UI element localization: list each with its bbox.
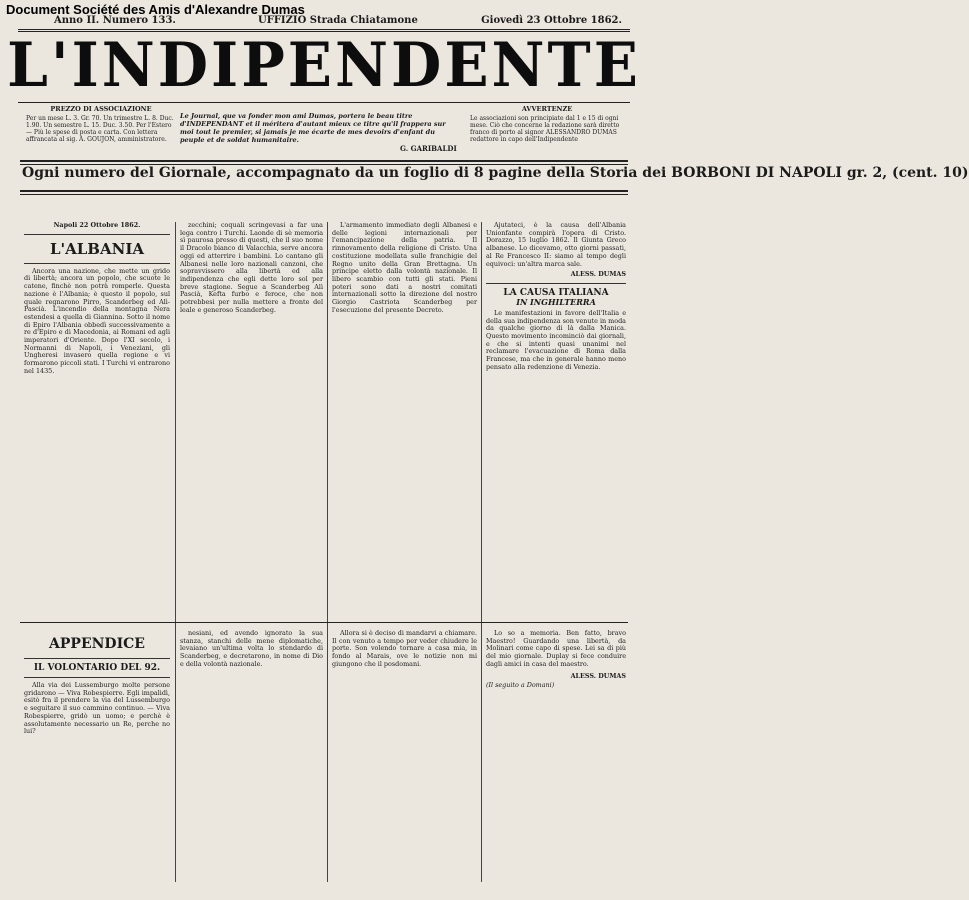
column-1 bbox=[24, 222, 170, 617]
garibaldi-motto: Le Journal, que va fonder mon ami Dumas, portera le beau titre d'INDEPENDANT et il méritera d'autant mieux ce titre qu'il frappera sur moi tout le premier, si jamais je me écarte de mes devoirs d'enfant du peuple et de soldat humanitaire. bbox=[180, 112, 446, 144]
appendix-subheading: IL VOLONTARIO DEL 92. bbox=[33, 663, 161, 673]
issue-date: Giovedì 23 Ottobre 1862. bbox=[481, 15, 622, 26]
article-heading-causa-italiana: LA CAUSA ITALIANA bbox=[503, 287, 609, 298]
column-divider bbox=[327, 222, 328, 882]
article-text: L'armamento immediato degli Albanesi e delle legioni internazionali per l'emancipazione della patria. Il rinnovamento della religione di Cristo. Una costituzione modellata sulle franchigie del Regno unito della Gran Brettagna. Un principe eletto dalla volontà nazionale. Il libero scambio con tutti gli stati. Pieni poteri sono dati a nostri comitati internazionali sotto la direzione del nostro Giorgio Castriota Scanderbeg per l'esecuzione del presente Decreto. bbox=[332, 221, 477, 314]
subscription-title: PREZZO DI ASSOCIAZIONE bbox=[50, 105, 152, 113]
column-3 bbox=[332, 222, 477, 617]
article-subheading: IN INGHILTERRA bbox=[516, 296, 596, 307]
divider bbox=[18, 102, 630, 103]
divider bbox=[24, 677, 170, 678]
issue-number: Anno II. Numero 133. bbox=[54, 15, 176, 26]
office-address: UFFIZIO Strada Chiatamone bbox=[258, 15, 418, 26]
dateline: Napoli 22 Ottobre 1862. bbox=[53, 221, 141, 229]
column-4 bbox=[486, 222, 626, 617]
divider bbox=[24, 263, 170, 264]
divider bbox=[486, 283, 626, 284]
divider bbox=[24, 658, 170, 659]
appendix-text: Allora si è deciso di mandarvi a chiamare. Il con venuto a tempo per veder chiudere le porte. Son volendo tornare a casa mia, in fondo al Marais, ove le notizie non mi giungono che il posdomani. bbox=[332, 629, 477, 668]
appendix-text: Lo so a memoria. Ben fatto, bravo Maestro! Guardando una libertà, da Molinari come capo di spese. Lei sa di più del mio giornale. Duplay si fece conduire dagli amici in casa del maestro. bbox=[486, 629, 626, 668]
notice-box bbox=[470, 106, 624, 162]
appendix-column bbox=[24, 630, 170, 885]
column-2 bbox=[180, 222, 323, 617]
signature: ALESS. DUMAS bbox=[570, 671, 626, 680]
subscription-text: Per un mese L. 3. Gr. 70. Un trimestre L. 8. Duc. 1.90. Un semestre L. 15. Duc. 3.50. Per l'Estero — Più le spese di posta e carta. Con lettera affrancata al sig. A. GOUJON, amministratore. bbox=[26, 115, 174, 143]
appendix-text: nesiani, ed avendo ignorato la sua stanza, stanchi delle mene diplomatiche, levaiano un'ultima volta lo stendardo di Scanderbeg, e decretarono, in nome di Dio e della volontà nazionale. bbox=[180, 629, 323, 668]
header-bar bbox=[20, 190, 628, 195]
appendix-text: Alla via dei Lussemburgo molte persone gridarono — Viva Robespierre. Egli impalidì, esitò fra il prendere la via del Lussemburgo e seguitare il suo cammino continuo. — Viva Robespierre, gridò un uomo; e perchè è assolutamente necessario un Re, perche no lui? bbox=[24, 681, 170, 736]
lower-column-4 bbox=[486, 630, 626, 885]
column-divider bbox=[481, 222, 482, 882]
article-text: Le manifestazioni in favore dell'Italia e della sua indipendenza son venute in moda da qualche giorno di là dalla Manica. Questo movimento incominciò dai giornali, e che si intenti quasi unanimi nel reclamare l'evacuazione di Roma dalla Francese, ma che in generale hanno meno pensato alla redenzione di Venezia. bbox=[486, 308, 626, 371]
continuation-note: (Il seguito a Domani) bbox=[486, 681, 555, 690]
signature: ALESS. DUMAS bbox=[570, 270, 626, 279]
subscription-box bbox=[26, 106, 176, 162]
article-heading-albania: L'ALBANIA bbox=[49, 239, 144, 258]
subscription-banner: Ogni numero del Giornale, accompagnato da un foglio di 8 pagine della Storia dei BORBONI DI NAPOLI gr. 2, (cent. 10) bbox=[22, 165, 969, 181]
article-text: Ancora una nazione, che mette un grido di libertà; ancora un popolo, che scuote le catene, finchè non potrà romperle. Questa nazione è l'Albania; è questo il popolo, sul quale regnarono Pirro, Scanderbeg ed Alì-Pascià. L'incendio della montagna Nera estendesi a quella di Giannina. Sotto il nome di Epiro l'Albania obbedì successivamente a re d'Epiro e di Macedonia, ai Romani ed agli imperatori d'Oriente. Dopo l'XI secolo, i Normanni di Napoli, i Veneziani, gli Ungheresi invasero quella regione e vi formarono piccoli stati. I Turchi vi entrarono nel 1435. bbox=[24, 266, 170, 375]
watermark-text: Document Société des Amis d'Alexandre Dumas bbox=[6, 2, 305, 17]
appendix-heading: APPENDICE bbox=[49, 636, 145, 652]
divider bbox=[24, 234, 170, 235]
lower-column-2 bbox=[180, 630, 323, 885]
column-divider bbox=[175, 222, 176, 882]
lower-column-3 bbox=[332, 630, 477, 885]
masthead-title: L'INDIPENDENTE bbox=[7, 29, 641, 101]
article-text: Ajutateci, è la causa dell'Albania Unionfante compirà l'opera di Cristo. Dorazzo, 15 luglio 1862. Il Giunta Greco albanese. Lo dicevamo, otto giorni passati, al Re Francesco II: siamo al tempo degli equivoci: un'altra marca sale. bbox=[486, 221, 626, 268]
motto-signature: G. GARIBALDI bbox=[400, 144, 457, 153]
notice-title: AVVERTENZE bbox=[521, 105, 573, 113]
appendix-rule bbox=[20, 622, 628, 623]
article-text: zecchini; coquali scringevasi a far una lega contro i Turchi. Laonde di sè memoria sì paurosa presso di questi, che il suo nome il Dracolo bianco di Valacchia, serve ancora oggi ed atterrire i bambini. Lo cantano gli Albanesi nelle loro nazionali canzoni, che sopravvissero alla libertà ed alla indipendenza che egli dette loro sol per breve stagione. Segue a Scanderbeg Alì Pascià, Kefta furbo e feroce, che non potrebbesi per nulla mettere a fronte del leale e generoso Scanderbeg. bbox=[180, 221, 323, 314]
notice-text: Le associazioni son principiate dal 1 e 15 di ogni mese. Ciò che concerne la redazione sarà diretto franco di porto al signor ALESSANDRO DUMAS redattore in capo dell'Indipendente bbox=[470, 115, 620, 143]
